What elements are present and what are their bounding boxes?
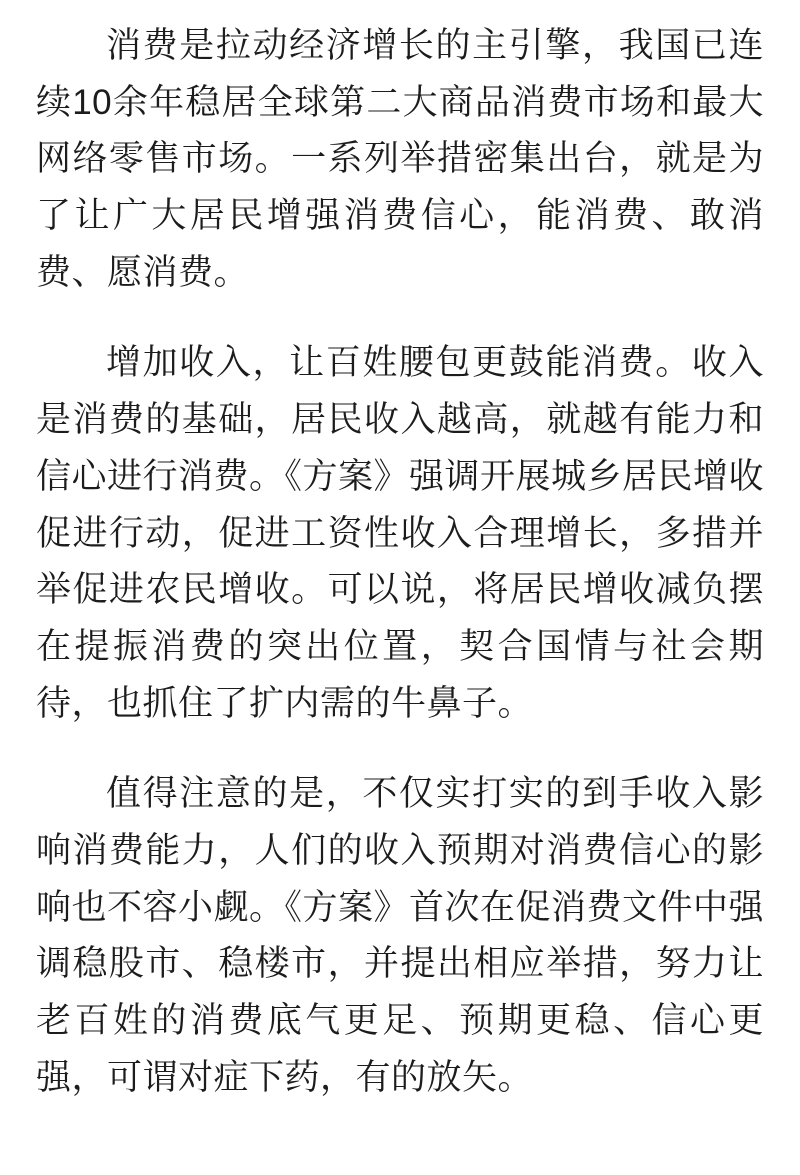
paragraph: 增加收入，让百姓腰包更鼓能消费。收入是消费的基础，居民收入越高，就越有能力和信心进行消费。《方案》强调开展城乡居民增收促进行动，促进工资性收入合理增长，多措并举促进农民增收。可以说，将居民增收减负摆在提振消费的突出位置，契合国情与社会期待，也抓住了扩内需的牛鼻子。 bbox=[36, 343, 765, 723]
paragraph: 值得注意的是，不仅实打实的到手收入影响消费能力，人们的收入预期对消费信心的影响也不容小觑。《方案》首次在促消费文件中强调稳股市、稳楼市，并提出相应举措，努力让老百姓的消费底气更足、预期更稳、信心更强，可谓对症下药，有的放矢。 bbox=[36, 774, 765, 1097]
paragraph: 消费是拉动经济增长的主引擎，我国已连续10余年稳居全球第二大商品消费市场和最大网络零售市场。一系列举措密集出台，就是为了让广大居民增强消费信心，能消费、敢消费、愿消费。 bbox=[36, 26, 764, 292]
